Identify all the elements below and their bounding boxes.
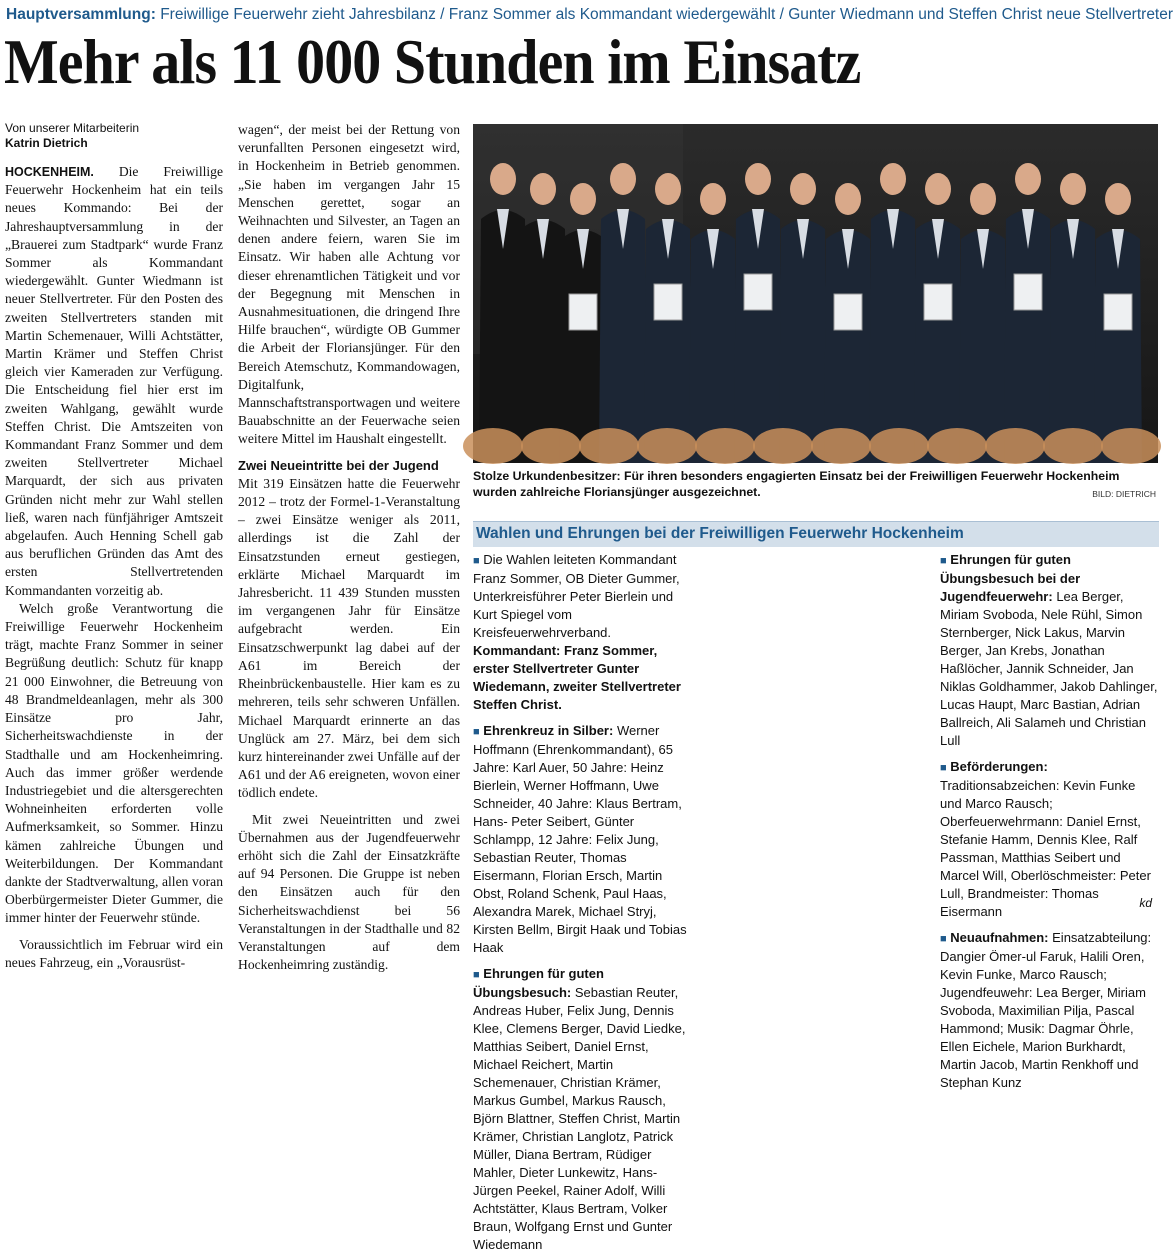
infobox-section — [940, 758, 1160, 921]
infobox-section — [473, 551, 695, 714]
infobox-text: Sebastian Reuter, Andreas Huber, Felix Jung, Dennis Klee, Clemens Berger, David Liedke, Matthias Seibert, Daniel Ernst, Michael Reichert, Martin Schemenauer, Christian Krämer, Markus Gumbel, Markus Rausch, Björn Blattner, Steffen Christ, Martin Krämer, Christian Langlotz, Patrick Müller, Diana Bertram, Rüdiger Mahler, Dieter Lunkewitz, Hans-Jürgen Peekel, Rainer Adolf, Willi Achtstätter, Klaus Bertram, Volker Braun, Wolfgang Ernst und Gunter Wiedemann — [473, 985, 686, 1252]
flower-bouquet — [869, 428, 929, 464]
flower-bouquet — [1043, 428, 1103, 464]
article-paragraph: Voraussichtlich im Februar wird ein neues Fahrzeug, ein „Vorausrüst- — [5, 936, 223, 970]
infobox-label: Beförderungen: — [950, 759, 1048, 774]
infobox-text: Die Wahlen leiteten Kommandant Franz Sommer, OB Dieter Gummer, Unterkreisführer Peter Bierlein und Kurt Spiegel vom Kreisfeuerwehrverband. — [473, 552, 680, 640]
kicker-keyword: Hauptversammlung: — [6, 6, 156, 23]
dateline: HOCKENHEIM. — [5, 165, 94, 179]
article-paragraph: Welch große Verantwortung die Freiwillige Feuerwehr Hockenheim trägt, machte Franz Sommer in seiner Begrüßung deutlich: Schutz für knapp 21 000 Einwohner, die Betreuung von 48 Brandmeldeanlagen, mehr als 300 Einsätze pro Jahr, Sicherheitswachdienste in der Stadthalle und am Hockenheimring. Auch das immer größer werdende Industriegebiet und die altersgerechten Wohneinheiten erforderten volle Aufmerksamkeit, so Sommer. Hinzu kämen zahlreiche Übungen und Weiterbildungen. Der Kommandant dankte der Stadtverwaltung, allen voran Oberbürgermeister Dieter Gummer, die immer hinter der Feuerwehr stünde. — [5, 600, 223, 926]
infobox-section — [940, 551, 1160, 750]
infobox-label: Ehrungen für guten Übungsbesuch: — [473, 966, 604, 1000]
infobox-label: Ehrungen für guten Übungsbesuch bei der Jugendfeuerwehr: — [940, 552, 1081, 604]
photo-caption: Stolze Urkundenbesitzer: Für ihren besonders engagierten Einsatz bei der Freiwilligen Feuerwehr Hockenheim wurden zahlreiche Floriansjünger ausgezeichnet. — [473, 469, 1120, 499]
infobox-section — [473, 965, 695, 1254]
bullet-square-icon: ■ — [940, 762, 947, 774]
flower-bouquet — [463, 428, 523, 464]
article-text: Die Freiwillige Feuerwehr Hockenheim hat ein teils neues Kommando: Bei der Jahreshauptversammlung in der „Brauerei zum Stadtpark“ wurde Franz Sommer als Kommandant wiedergewählt. Gunter Wiedmann ist neuer Stellvertreter. Für den Posten des zweiten Stellvertreters standen mit Martin Schemenauer, Willi Achtstätter, Martin Krämer und Steffen Christ gleich vier Kameraden zur Verfügung. Die Entscheidung fiel hier erst im zweiten Wahlgang, gewählt wurde Steffen Christ. Die Amtszeiten von Kommandant Franz Sommer und dem zweiten Stellvertreter Michael Marquardt, der sich aus privaten Gründen nicht mehr zur Wahl stellen ließ, waren nach fünfjähriger Amtszeit abgelaufen. Auch Henning Schell gab aus beruflichen Gründen das Amt des ersten Stellvertretenden Kommandanten vorzeitig ab. — [5, 164, 223, 598]
infobox-label: Ehrenkreuz in Silber: — [483, 723, 614, 738]
infobox-text: Lea Berger, Miriam Svoboda, Nele Rühl, Simon Sternberger, Nick Lakus, Marvin Berger, Jan Krebs, Jonathan Haßlöcher, Jannik Schneider, Jan Niklas Goldhammer, Jakob Dahlinger, Lucas Haupt, Marc Bastian, Adrian Ballreich, Ali Salameh und Christian Lull — [940, 589, 1158, 748]
article-paragraph: wagen“, der meist bei der Rettung von verunfallten Personen eingesetzt wird, in Hockenheim in Betrieb genommen. „Sie haben im vergangen Jahr 15 Menschen gerettet, sogar an Weihnachten und Silvester, an Tagen an denen andere feiern, waren Sie im Einsatz. Wir haben alle Achtung vor dieser ehrenamtlichen Tätigkeit und vor der Begegnung mit Menschen in Ausnahmesituationen, die dringend Ihre Hilfe brauchen“, würdigte OB Gummer die Arbeit der Floriansjünger. Für den Bereich Atemschutz, Kommandowagen, Digitalfunk, Mannschaftstransportwagen und weitere Bauabschnitte an der Feuerwache seien weitere Mittel im Haushalt eingestellt. — [238, 122, 460, 447]
flower-bouquet — [985, 428, 1045, 464]
group-photo-illustration — [473, 124, 1158, 463]
bullet-square-icon: ■ — [473, 969, 480, 981]
article-column-1 — [5, 121, 223, 970]
article-subhead: Zwei Neueintritte bei der Jugend — [238, 457, 439, 473]
bullet-square-icon: ■ — [473, 555, 480, 567]
infobox-text: Werner Hoffmann (Ehrenkommandant), 65 Jahre: Karl Auer, 50 Jahre: Heinz Bierlein, Werner Hoffmann, Uwe Schneider, 40 Jahre: Klaus Bertram, Hans- Peter Seibert, Günter Schlampp, 12 Jahre: Felix Jung, Sebastian Reuter, Thomas Eisermann, Florian Ersch, Martin Obst, Roland Schenk, Paul Haas, Alexandra Marek, Michael Stryj, Kirsten Bellm, Birgit Haak und Tobias Haak — [473, 723, 687, 955]
flower-bouquet — [927, 428, 987, 464]
kicker-line — [6, 6, 1173, 28]
infobox-title: Wahlen und Ehrungen bei der Freiwilligen Feuerwehr Hockenheim — [473, 521, 1159, 547]
infobox-text: Traditionsabzeichen: Kevin Funke und Marco Rausch; Oberfeuerwehrmann: Daniel Ernst, Stefanie Hamm, Dennis Klee, Ralf Passman, Matthias Seibert und Marcel Will, Oberlöschmeister: Peter Lull, Brandmeister: Thomas Eisermann — [940, 778, 1151, 919]
bullet-square-icon: ■ — [940, 933, 947, 945]
infobox-column-3 — [940, 551, 1160, 1090]
flower-bouquet — [811, 428, 871, 464]
flower-bouquet — [1101, 428, 1161, 464]
infobox-section — [473, 722, 695, 957]
byline-author: Katrin Dietrich — [5, 136, 88, 150]
infobox-column-1 — [473, 551, 695, 1252]
infobox-text: Einsatzabteilung: Dangier Ömer-ul Faruk, Halili Oren, Kevin Funke, Marco Rausch; Jugendfeuwehr: Lea Berger, Miriam Svoboda, Maximilian Pilja, Pascal Hammond; Musik: Dagmar Öhrle, Ellen Eichele, Marion Burkhardt, Martin Jacob, Martin Renkhoff und Stephan Kunz — [940, 930, 1152, 1090]
bullet-square-icon: ■ — [473, 726, 480, 738]
infobox-section — [940, 929, 1160, 1092]
byline — [5, 121, 223, 151]
article-paragraph: Mit zwei Neueintritten und zwei Übernahmen aus der Jugendfeuerwehr erhöht sich die Zahl der Einsatzkräfte auf 94 Personen. Die Gruppe ist neben den Einsätzen auch für den Sicherheitswachdienst bei 56 Veranstaltungen in der Stadthalle und 82 Veranstaltungen auf dem Hockenheimring zuständig. — [238, 811, 460, 973]
article-column-2 — [238, 121, 460, 973]
author-signature: kd — [1139, 896, 1152, 910]
infobox-label: Neuaufnahmen: — [950, 930, 1049, 945]
article-paragraph — [5, 163, 223, 600]
infobox-column-2 — [707, 551, 929, 917]
byline-prefix: Von unserer Mitarbeiterin — [5, 121, 140, 135]
group-photo — [473, 124, 1158, 463]
flower-bouquet — [579, 428, 639, 464]
bullet-square-icon: ■ — [940, 555, 947, 567]
infobox-bold-text: Kommandant: Franz Sommer, erster Stellvertreter Gunter Wiedemann, zweiter Stellvertreter Steffen Christ. — [473, 643, 681, 712]
flower-bouquet — [637, 428, 697, 464]
article-paragraph: Mit 319 Einsätzen hatte die Feuerwehr 2012 – trotz der Formel-1-Veranstaltung – zwei Einsätze weniger als 2011, allerdings ist die Zahl der Einsatzstunden erneut gestiegen, erklärte Michael Marquardt im Jahresbericht. 11 439 Stunden mussten im vergangenen Jahr für Einsätze aufgebracht werden. Ein Einsatzschwerpunkt lag dabei auf der A61 im Bereich der Rheinbrückenbaustelle. Hier kam es zu mehreren, teils sehr schweren Unfällen. Michael Marquardt erinnerte an das Unglück am 27. März, bei dem sich kurz hintereinander zwei Unfälle auf der A61 und der A6 ereigneten, wovon einer tödlich endete. — [238, 475, 460, 801]
flower-bouquet — [521, 428, 581, 464]
flower-bouquet — [695, 428, 755, 464]
flower-bouquet — [753, 428, 813, 464]
kicker-text: Freiwillige Feuerwehr zieht Jahresbilanz / Franz Sommer als Kommandant wiedergewählt / Gunter Wiedmann und Steffen Christ neue Stellvertreter — [160, 6, 1173, 23]
photo-credit: BILD: DIETRICH — [1092, 489, 1156, 499]
headline: Mehr als 11 000 Stunden im Einsatz — [4, 27, 861, 97]
